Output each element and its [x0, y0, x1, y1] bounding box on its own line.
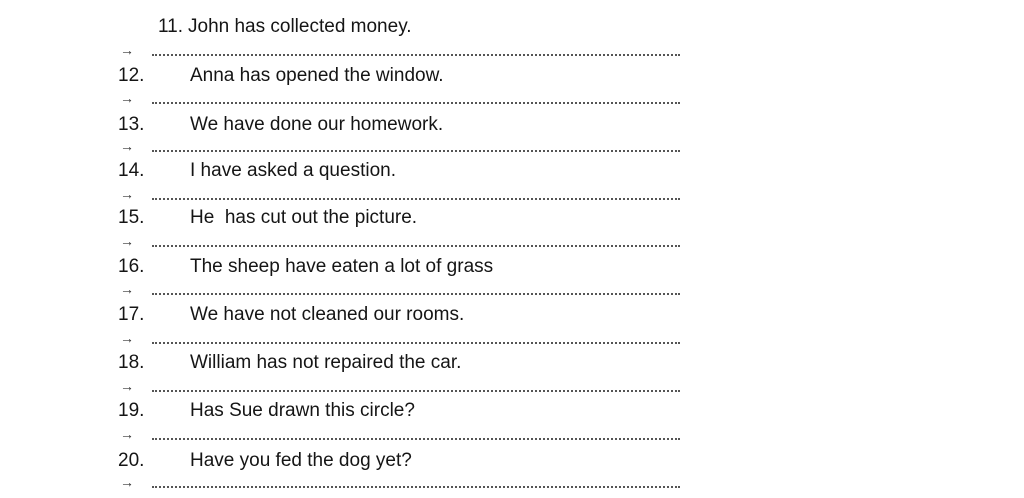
answer-line[interactable] [120, 233, 690, 251]
arrow-icon: → [120, 378, 134, 394]
dotted-line [152, 150, 680, 152]
exercise-number: 13. [118, 114, 145, 135]
answer-line[interactable] [120, 281, 690, 299]
exercise-number: 14. [118, 160, 145, 181]
dotted-line [152, 342, 680, 344]
exercise-item [0, 256, 1024, 304]
dotted-line [152, 102, 680, 104]
arrow-icon: → [120, 426, 134, 442]
dotted-line [152, 54, 680, 56]
exercise-sentence: He has cut out the picture. [190, 207, 418, 228]
exercise-sentence: We have not cleaned our rooms. [190, 304, 465, 325]
arrow-icon: → [120, 474, 134, 490]
exercise-item [0, 304, 1024, 352]
exercise-sentence: Anna has opened the window. [190, 65, 444, 86]
arrow-icon: → [120, 330, 134, 346]
exercise-number: 12. [118, 65, 145, 86]
answer-line[interactable] [120, 426, 690, 444]
dotted-line [152, 293, 680, 295]
dotted-line [152, 198, 680, 200]
exercise-number: 20. [118, 450, 145, 471]
exercise-sentence: William has not repaired the car. [190, 352, 462, 373]
answer-line[interactable] [120, 186, 690, 204]
dotted-line [152, 245, 680, 247]
exercise-item [0, 65, 1024, 113]
exercise-sentence: I have asked a question. [190, 160, 396, 181]
arrow-icon: → [120, 186, 134, 202]
answer-line[interactable] [120, 378, 690, 396]
exercise-sentence: The sheep have eaten a lot of grass [190, 256, 494, 277]
exercise-number: 11. [158, 16, 184, 37]
answer-line[interactable] [120, 138, 690, 156]
dotted-line [152, 438, 680, 440]
exercise-item [0, 16, 1024, 64]
exercise-number: 18. [118, 352, 145, 373]
exercise-item [0, 450, 1024, 498]
arrow-icon: → [120, 281, 134, 297]
exercise-number: 19. [118, 400, 145, 421]
arrow-icon: → [120, 138, 134, 154]
exercise-number: 15. [118, 207, 145, 228]
exercise-sentence: We have done our homework. [190, 114, 444, 135]
answer-line[interactable] [120, 90, 690, 108]
answer-line[interactable] [120, 330, 690, 348]
exercise-sentence: Has Sue drawn this circle? [190, 400, 415, 421]
exercise-number: 16. [118, 256, 145, 277]
exercise-sentence: John has collected money. [188, 16, 412, 37]
exercise-item [0, 400, 1024, 448]
exercise-number: 17. [118, 304, 145, 325]
exercise-item [0, 160, 1024, 208]
dotted-line [152, 390, 680, 392]
arrow-icon: → [120, 90, 134, 106]
arrow-icon: → [120, 233, 134, 249]
exercise-sentence: Have you fed the dog yet? [190, 450, 412, 471]
exercise-item [0, 352, 1024, 400]
answer-line[interactable] [120, 42, 690, 60]
arrow-icon: → [120, 42, 134, 58]
exercise-item [0, 114, 1024, 162]
dotted-line [152, 486, 680, 488]
answer-line[interactable] [120, 474, 690, 492]
exercise-item [0, 207, 1024, 255]
